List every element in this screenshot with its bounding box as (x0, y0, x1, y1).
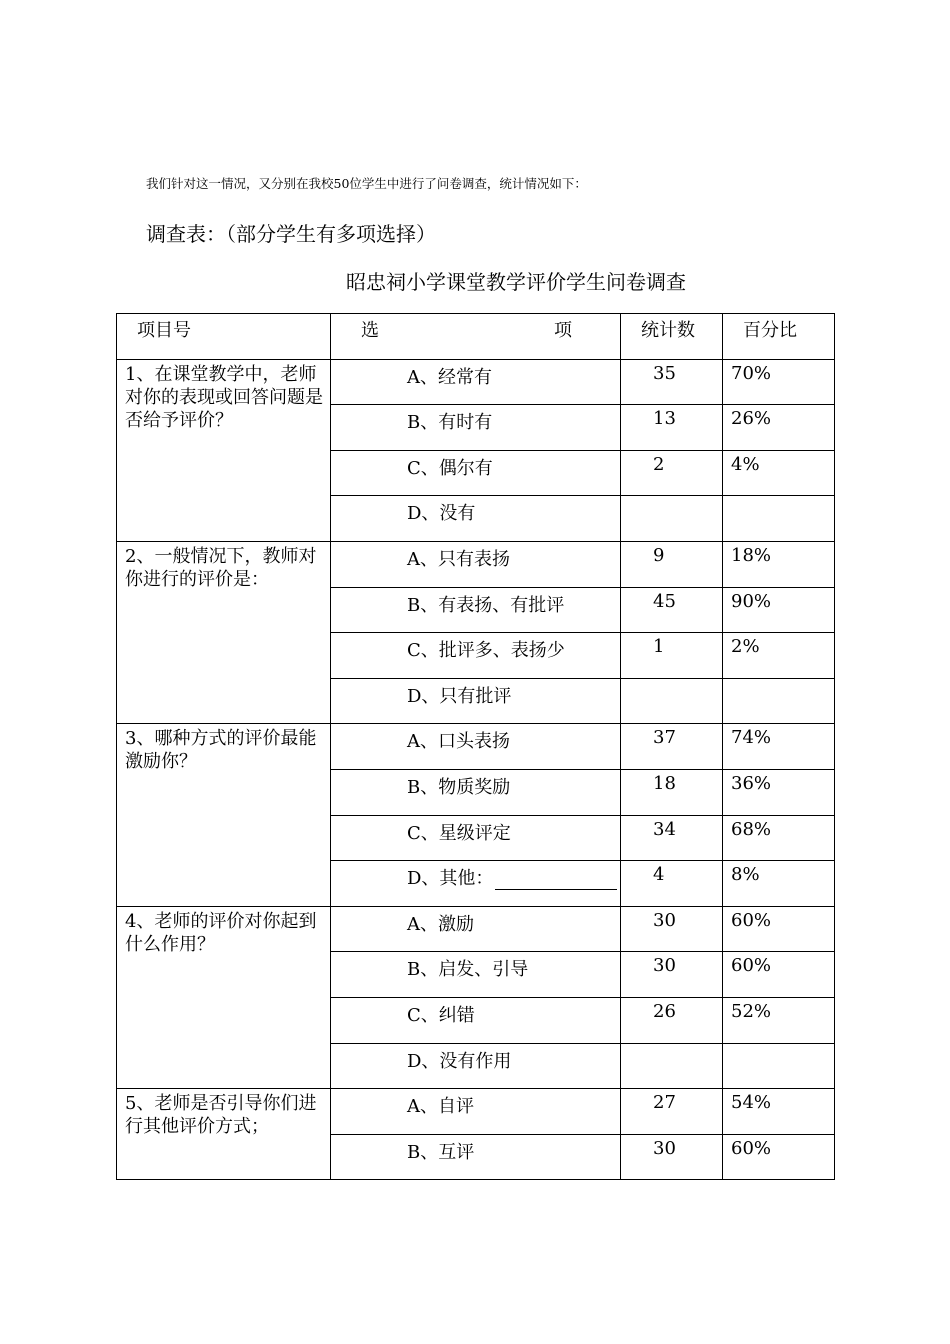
option-percent: 18% (723, 541, 835, 587)
subheading: 调查表：（部分学生有多项选择） (146, 222, 436, 246)
option-count: 26 (621, 997, 723, 1043)
option-count: 37 (621, 724, 723, 770)
option-percent: 52% (723, 997, 835, 1043)
option-percent: 4% (723, 450, 835, 496)
option-percent (723, 678, 835, 724)
header-percent: 百分比 (723, 314, 835, 360)
option-count (621, 1043, 723, 1089)
option-label: A、只有表扬 (331, 541, 621, 587)
question-2: 2、一般情况下，教师对你进行的评价是： (117, 541, 331, 723)
option-percent (723, 1043, 835, 1089)
option-label: D、没有 (331, 496, 621, 542)
option-count: 30 (621, 1134, 723, 1180)
question-4: 4、老师的评价对你起到什么作用？ (117, 906, 331, 1088)
option-count (621, 496, 723, 542)
option-label: D、其他： (407, 868, 494, 890)
table-row (117, 724, 835, 770)
option-label: B、有表扬、有批评 (331, 587, 621, 633)
option-count: 18 (621, 769, 723, 815)
header-count: 统计数 (621, 314, 723, 360)
survey-table (116, 313, 835, 1180)
option-label: D、只有批评 (331, 678, 621, 724)
question-1: 1、在课堂教学中，老师对你的表现或回答问题是否给予评价？ (117, 359, 331, 541)
option-percent: 74% (723, 724, 835, 770)
option-label: C、星级评定 (331, 815, 621, 861)
table-row (117, 1089, 835, 1135)
table-row (117, 541, 835, 587)
option-percent: 2% (723, 633, 835, 679)
option-label: B、有时有 (331, 405, 621, 451)
intro-text: 我们针对这一情况，又分别在我校50位学生中进行了问卷调查，统计情况如下： (146, 176, 587, 191)
option-count: 9 (621, 541, 723, 587)
option-label: C、偶尔有 (331, 450, 621, 496)
table-row (117, 359, 835, 405)
option-label: B、物质奖励 (331, 769, 621, 815)
table-row (117, 906, 835, 952)
option-percent: 90% (723, 587, 835, 633)
header-option-a: 选 (361, 320, 379, 341)
option-count: 34 (621, 815, 723, 861)
option-count: 2 (621, 450, 723, 496)
table-title: 昭忠祠小学课堂教学评价学生问卷调查 (346, 270, 686, 294)
option-count: 35 (621, 359, 723, 405)
question-5: 5、老师是否引导你们进行其他评价方式； (117, 1089, 331, 1180)
option-percent: 36% (723, 769, 835, 815)
question-3: 3、哪种方式的评价最能激励你？ (117, 724, 331, 906)
header-options (331, 314, 621, 360)
option-count: 4 (621, 861, 723, 907)
option-label: B、启发、引导 (331, 952, 621, 998)
header-row (117, 314, 835, 360)
option-label: C、批评多、表扬少 (331, 633, 621, 679)
option-count: 30 (621, 906, 723, 952)
fill-in-blank (495, 869, 617, 890)
option-count: 1 (621, 633, 723, 679)
option-percent: 54% (723, 1089, 835, 1135)
option-label: C、纠错 (331, 997, 621, 1043)
option-other (331, 861, 621, 907)
option-percent: 60% (723, 906, 835, 952)
option-label: A、激励 (331, 906, 621, 952)
option-label: A、口头表扬 (331, 724, 621, 770)
option-count: 30 (621, 952, 723, 998)
option-count: 27 (621, 1089, 723, 1135)
option-count: 13 (621, 405, 723, 451)
option-count: 45 (621, 587, 723, 633)
header-item: 项目号 (117, 314, 331, 360)
option-percent: 60% (723, 952, 835, 998)
option-count (621, 678, 723, 724)
option-percent: 8% (723, 861, 835, 907)
option-label: B、互评 (331, 1134, 621, 1180)
header-option-b: 项 (554, 320, 572, 341)
option-label: A、自评 (331, 1089, 621, 1135)
option-percent: 60% (723, 1134, 835, 1180)
option-percent (723, 496, 835, 542)
option-label: A、经常有 (331, 359, 621, 405)
option-label: D、没有作用 (331, 1043, 621, 1089)
option-percent: 26% (723, 405, 835, 451)
option-percent: 70% (723, 359, 835, 405)
option-percent: 68% (723, 815, 835, 861)
